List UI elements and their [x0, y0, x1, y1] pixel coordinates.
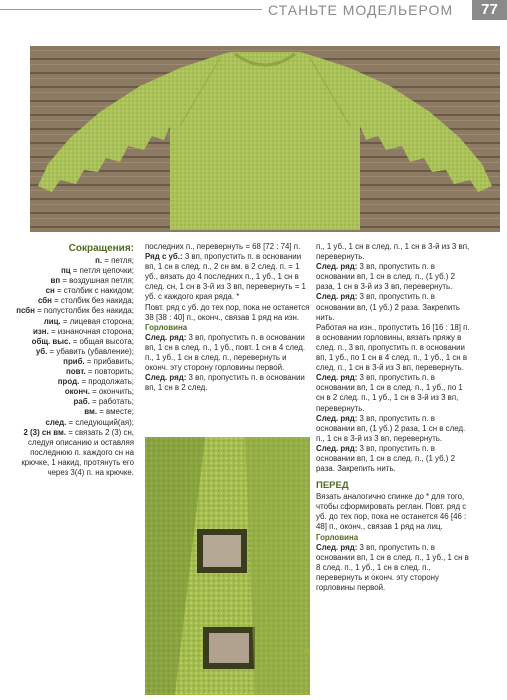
- abbreviation-item: [6, 387, 134, 397]
- abbreviation-definition: = петля цепочки;: [70, 266, 134, 276]
- page-number: 77: [472, 0, 507, 20]
- row-text: 3 вп, пропустить п. в основании вп, 1 сн в след. п., (1 уб.) 2 раза. Закрепить нить.: [316, 443, 456, 474]
- abbreviation-definition: = изнаночная сторона;: [48, 326, 134, 336]
- row-text: 3 вп, пропустить п. в основании вп, 1 сн в след. п., 1 уб., 1 сн в 8 след. п., 1 уб., 1 сн в след. п., перевернуть и оконч. эту сторону горловины первой.: [316, 542, 469, 592]
- abbreviation-definition: = столбик с накидом;: [54, 286, 134, 296]
- paragraph: [316, 543, 472, 593]
- paragraph: Вязать аналогично спинке до * для того, чтобы сформировать реглан. Повт. ряд с уб. до тех пор, пока не останется 46 [46 : 48] п., оконч., связав 1 ряд на лиц.: [316, 492, 467, 532]
- row-label: Ряд с уб.:: [145, 252, 183, 262]
- paragraph: [316, 444, 472, 474]
- abbreviation-definition: = лицевая сторона;: [60, 316, 134, 326]
- row-label: След. ряд:: [316, 292, 358, 302]
- abbreviation-item: [6, 276, 134, 286]
- abbreviation-item: [6, 397, 134, 407]
- paragraph: [316, 292, 472, 322]
- abbreviation-definition: = следующий(ая);: [66, 417, 134, 427]
- abbreviations-heading: Сокращения:: [68, 243, 134, 254]
- abbreviation-item: [6, 418, 134, 428]
- row-text: 3 вп, пропустить п. в основании вп, 1 сн в след. п., 1 уб., повт. 1 сн в 4 след. п., 1 уб., 1 сн в след. п., перевернуть и оконч. эту сторону горловины первой.: [145, 332, 306, 373]
- abbreviation-item: [6, 357, 134, 367]
- abbreviation-term: общ. выс.: [31, 336, 71, 346]
- abbreviations-list: [6, 242, 134, 478]
- abbreviation-item: [6, 266, 134, 276]
- paragraph: [316, 373, 472, 413]
- abbreviation-term: вп: [50, 276, 61, 286]
- abbreviation-definition: = прибавить;: [84, 356, 134, 366]
- paragraph: Работая на изн., пропустить 16 [16 : 18] п. в основании горловины, вязать пряжу в след. п., 3 вп, пропустить п. в основании вп, 1 уб., по 1 сн в 4 след. п., 1 уб., 1 сн в след. п., 1 сн в 3-й из 3 вп, перевернуть.: [316, 322, 470, 373]
- sweater-illustration: [30, 46, 500, 232]
- row-text: 3 вп, пропустить п. в основании вп, (1 уб.) 2 раза, 1 сн в след. п., 1 сн в 3-й из 3 вп, перевернуть.: [316, 413, 466, 443]
- subheading-neckline: Горловина: [145, 322, 188, 332]
- abbreviation-definition: = связать 2 (3) сн, следуя описанию и оставляя последнюю п. каждого сн на крючке, 1 накид, протянуть его через 3(4) п. на крючке.: [21, 427, 134, 477]
- abbreviation-definition: = работать;: [89, 397, 134, 407]
- abbreviation-definition: = убавить (убавление);: [47, 346, 134, 356]
- abbreviation-item: [6, 367, 134, 377]
- leaf-bullet-icon: ◆: [303, 645, 310, 655]
- abbreviation-term: вм.: [84, 407, 98, 417]
- sweater-photo: [30, 46, 500, 232]
- row-text: 3 вп, пропустить п. в основании вп, 1 сн в 2 след.: [145, 373, 305, 393]
- abbreviation-definition: = вместе;: [97, 407, 134, 417]
- abbreviation-term: приб.: [63, 356, 85, 366]
- abbreviation-definition: = повторить;: [85, 367, 134, 377]
- abbreviation-definition: = окончить;: [89, 387, 134, 397]
- pattern-column-3: [316, 242, 472, 593]
- abbreviation-item: [6, 377, 134, 387]
- abbreviation-term: прод.: [57, 377, 80, 387]
- abbreviation-definition: = общая высота;: [70, 336, 134, 346]
- section-title: СТАНЬТЕ МОДЕЛЬЕРОМ: [268, 2, 454, 18]
- abbreviation-item: [6, 286, 134, 296]
- row-label: След. ряд:: [316, 542, 358, 552]
- header-rule: [0, 9, 262, 10]
- row-text: 3 вп, пропустить п. в основании вп, 1 сн в след. п., 2 сн вм. в 2 след. п. = 1 уб., вязать до 4 последних п., 1 уб., 1 сн в след. сн, 1 сн в 3-й из 3 вп, перевернуть = 1 уб. с каждого края ряда. *: [145, 252, 306, 302]
- paragraph: [316, 262, 472, 292]
- paragraph: [145, 333, 311, 373]
- row-label: След. ряд:: [145, 332, 187, 342]
- row-text: 3 вп, пропустить п. в основании вп, 1 сн в след. п., 1 уб., по 1 сн в 2 след. п., 1 уб., 1 сн в 3-й из 3 вп, перевернуть.: [316, 373, 463, 413]
- abbreviation-term: уб.: [35, 346, 48, 356]
- abbreviation-item: [6, 337, 134, 347]
- abbreviation-term: раб.: [73, 397, 90, 407]
- paragraph: [145, 252, 311, 302]
- abbreviation-term: повт.: [65, 367, 86, 377]
- abbreviation-item: [6, 407, 134, 417]
- abbreviation-definition: = воздушная петля;: [60, 276, 134, 286]
- abbreviation-term: оконч.: [64, 387, 90, 397]
- abbreviation-item: [6, 256, 134, 266]
- row-text: 3 вп, пропустить п. в основании вп, 1 сн в след. п., (1 уб.) 2 раза, 1 сн в 3-й из 3 вп, перевернуть.: [316, 262, 456, 292]
- row-label: След. ряд:: [316, 373, 358, 383]
- abbreviation-definition: = петля;: [102, 256, 134, 265]
- row-label: След. ряд:: [316, 413, 358, 423]
- abbreviation-term: 2 (3) сн вм.: [23, 427, 67, 437]
- abbreviation-item: [6, 296, 134, 306]
- abbreviation-definition: = столбик без накида;: [51, 296, 134, 306]
- row-text: 3 вп, пропустить п. в основании вп, (1 уб.) 2 раза. Закрепить нить.: [316, 292, 461, 322]
- abbreviation-term: пц: [61, 266, 71, 276]
- abbreviation-item: [6, 317, 134, 327]
- paragraph: [145, 373, 311, 393]
- abbreviation-item: [6, 327, 134, 337]
- sleeve-illustration: [145, 437, 310, 695]
- paragraph: п., 1 уб., 1 сн в след. п., 1 сн в 3-й из 3 вп, перевернуть.: [316, 242, 470, 262]
- abbreviation-item: [6, 306, 134, 316]
- row-label: След. ряд:: [145, 373, 187, 383]
- abbreviation-term: п.: [95, 256, 103, 265]
- row-label: След. ряд:: [316, 262, 358, 272]
- row-label: След. ряд:: [316, 443, 358, 453]
- paragraph: Повт. ряд с уб. до тех пор, пока не останется 38 [38 : 40] п., оконч., связав 1 ряд на изн.: [145, 302, 310, 322]
- abbreviation-term: псбн: [16, 306, 35, 316]
- paragraph: последних п., перевернуть = 68 [72 : 74] п.: [145, 242, 301, 251]
- abbreviation-term: след.: [45, 417, 67, 427]
- abbreviation-term: изн.: [33, 326, 49, 336]
- abbreviation-term: сбн: [37, 296, 52, 306]
- subheading-neckline: Горловина: [316, 532, 359, 542]
- abbreviation-item: [6, 347, 134, 357]
- abbreviation-definition: = полустолбик без накида;: [34, 306, 134, 316]
- abbreviation-item: [6, 428, 134, 478]
- abbreviation-term: сн: [45, 286, 55, 296]
- section-heading-front: ПЕРЕД: [316, 480, 349, 492]
- sleeve-detail-photo: [145, 437, 310, 695]
- pattern-column-2: [145, 242, 311, 393]
- abbreviation-definition: = продолжать;: [79, 377, 134, 387]
- abbreviation-term: лиц.: [43, 316, 61, 326]
- paragraph: [316, 414, 472, 444]
